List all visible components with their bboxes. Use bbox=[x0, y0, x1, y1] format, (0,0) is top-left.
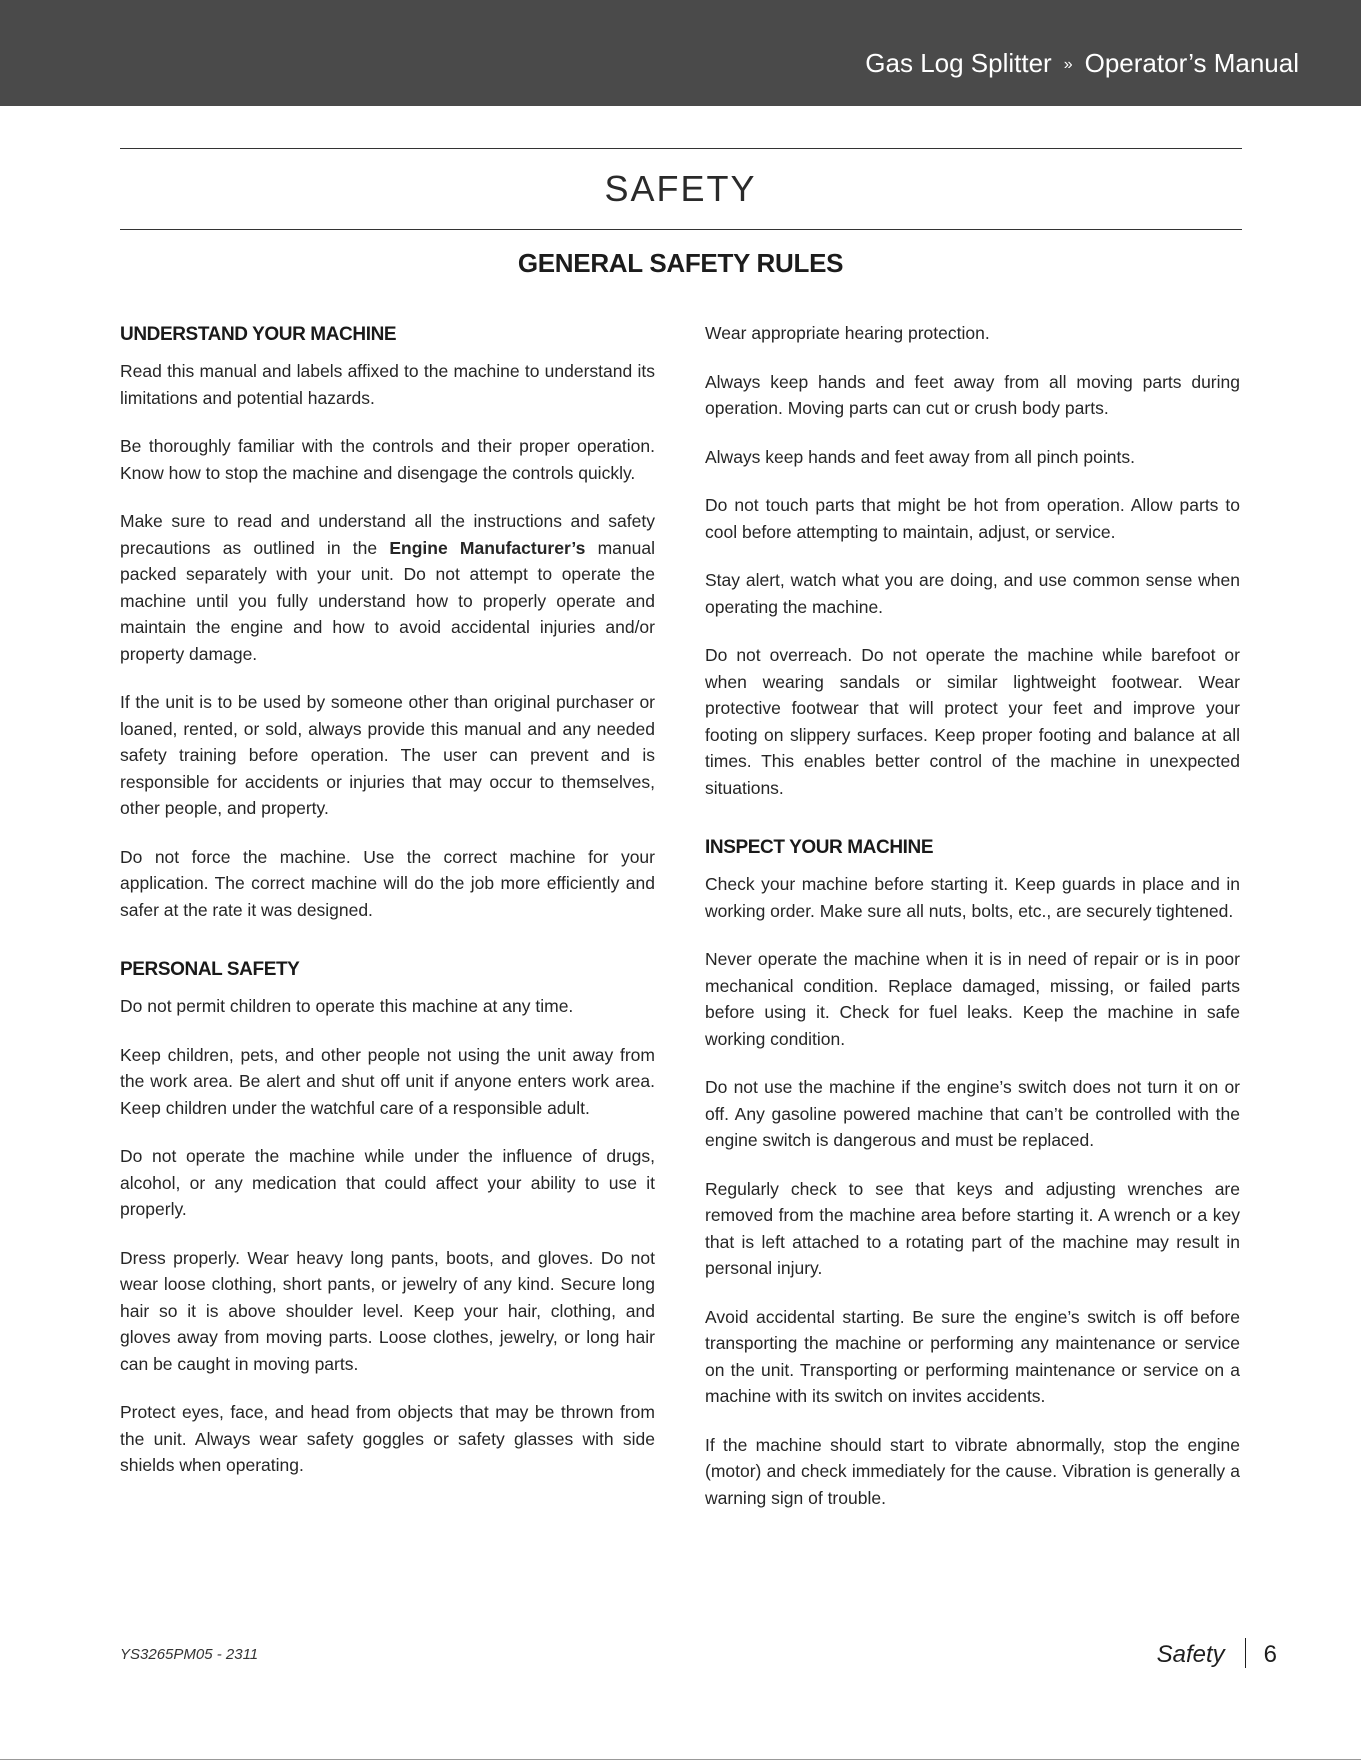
page-number: 6 bbox=[1263, 1641, 1277, 1668]
paragraph: Be thoroughly familiar with the controls and their proper operation. Know how to stop the machine and disengage the controls quickly. bbox=[120, 436, 655, 483]
paragraph: If the machine should start to vibrate abnormally, stop the engine (motor) and check immediately for the cause. Vibration is generally a warning sign of trouble. bbox=[705, 1434, 1240, 1508]
section-title: SAFETY bbox=[604, 168, 757, 209]
paragraph: Do not force the machine. Use the correct machine for your application. The correct machine will do the job more efficiently and safer at the rate it was designed. bbox=[120, 846, 655, 920]
paragraph: Read this manual and labels affixed to the machine to understand its limitations and potential hazards. bbox=[120, 361, 655, 408]
left-column bbox=[120, 322, 655, 1501]
paragraph: Avoid accidental starting. Be sure the engine’s switch is off before transporting the machine or performing any maintenance or service on the unit. Transporting or performing maintenance or service on a machine with its switch on invites accidents. bbox=[705, 1306, 1240, 1406]
paragraph: Dress properly. Wear heavy long pants, boots, and gloves. Do not wear loose clothing, short pants, or jewelry of any kind. Secure long hair so it is above shoulder level. Keep your hair, clothing, and gloves away from moving parts. Loose clothes, jewelry, or long hair can be caught in moving parts. bbox=[120, 1247, 655, 1374]
footer-section-name: Safety bbox=[1156, 1641, 1225, 1668]
paragraph: Never operate the machine when it is in need of repair or is in poor mechanical condition. Replace damaged, missing, or failed parts before using it. Check for fuel leaks. Keep the machine in safe working condition. bbox=[705, 949, 1240, 1049]
right-column bbox=[705, 320, 1240, 1533]
paragraph: Always keep hands and feet away from all pinch points. bbox=[705, 446, 1135, 467]
paragraph: Do not permit children to operate this machine at any time. bbox=[120, 996, 574, 1016]
paragraph: Do not overreach. Do not operate the machine while barefoot or when wearing sandals or similar lightweight footwear. Wear protective footwear that will protect your feet and improve your footing on slippery surfaces. Keep proper footing and balance at all times. This enables better control of the machine in unexpected situations. bbox=[705, 645, 1240, 798]
footer-divider bbox=[1245, 1638, 1246, 1668]
paragraph: Do not touch parts that might be hot from operation. Allow parts to cool before attempting to maintain, adjust, or service. bbox=[705, 495, 1240, 542]
page-edge-line bbox=[0, 1759, 1361, 1760]
paragraph: Check your machine before starting it. Keep guards in place and in working order. Make sure all nuts, bolts, etc., are securely tightened. bbox=[705, 874, 1240, 921]
heading-personal-safety: PERSONAL SAFETY bbox=[120, 959, 300, 980]
heading-inspect-machine: INSPECT YOUR MACHINE bbox=[705, 837, 934, 858]
top-divider bbox=[120, 148, 1242, 149]
bottom-divider bbox=[120, 229, 1242, 230]
emphasis-engine-manufacturer: Engine Manufacturer’s bbox=[389, 537, 586, 558]
breadcrumb-manual: Operator’s Manual bbox=[1084, 48, 1299, 78]
paragraph: Protect eyes, face, and head from objects that may be thrown from the unit. Always wear safety goggles or safety glasses with side shields when operating. bbox=[120, 1402, 655, 1475]
paragraph: Wear appropriate hearing protection. bbox=[705, 323, 990, 343]
paragraph: If the unit is to be used by someone other than original purchaser or loaned, rented, or sold, always provide this manual and any needed safety training before operation. The user can prevent and is responsible for accidents or injuries that may occur to themselves, other people, and property. bbox=[120, 692, 655, 818]
heading-understand-machine: UNDERSTAND YOUR MACHINE bbox=[120, 324, 397, 345]
paragraph: Do not operate the machine while under the influence of drugs, alcohol, or any medication that could affect your ability to use it properly. bbox=[120, 1146, 655, 1219]
paragraph: Always keep hands and feet away from all moving parts during operation. Moving parts can cut or crush body parts. bbox=[705, 371, 1240, 418]
paragraph: Keep children, pets, and other people not using the unit away from the work area. Be alert and shut off unit if anyone enters work area. Keep children under the watchful care of a responsible adult. bbox=[120, 1044, 655, 1118]
breadcrumb-separator: » bbox=[1063, 56, 1073, 73]
paragraph: Do not use the machine if the engine’s switch does not turn it on or off. Any gasoline powered machine that can’t be controlled with the engine switch is dangerous and must be replaced. bbox=[705, 1077, 1240, 1150]
paragraph bbox=[120, 508, 655, 667]
paragraph: Stay alert, watch what you are doing, and use common sense when operating the machine. bbox=[705, 570, 1240, 617]
page-subtitle: GENERAL SAFETY RULES bbox=[517, 248, 844, 278]
text-run: manual packed separately with your unit. Do not attempt to operate the machine until you fully understand how to properly operate and maintain the engine and how to avoid accidental injuries and/or property damage. bbox=[120, 537, 655, 664]
paragraph: Regularly check to see that keys and adjusting wrenches are removed from the machine area before starting it. A wrench or a key that is left attached to a rotating part of the machine may result in personal injury. bbox=[705, 1178, 1240, 1278]
breadcrumb-product: Gas Log Splitter bbox=[865, 48, 1052, 78]
page-footer bbox=[1157, 1638, 1277, 1669]
breadcrumb bbox=[865, 46, 1299, 82]
text-run: Make sure to read and understand all the instructions and safety precautions as outlined in the bbox=[120, 511, 655, 558]
header-bar bbox=[0, 0, 1361, 106]
document-code: YS3265PM05 - 2311 bbox=[120, 1646, 259, 1663]
